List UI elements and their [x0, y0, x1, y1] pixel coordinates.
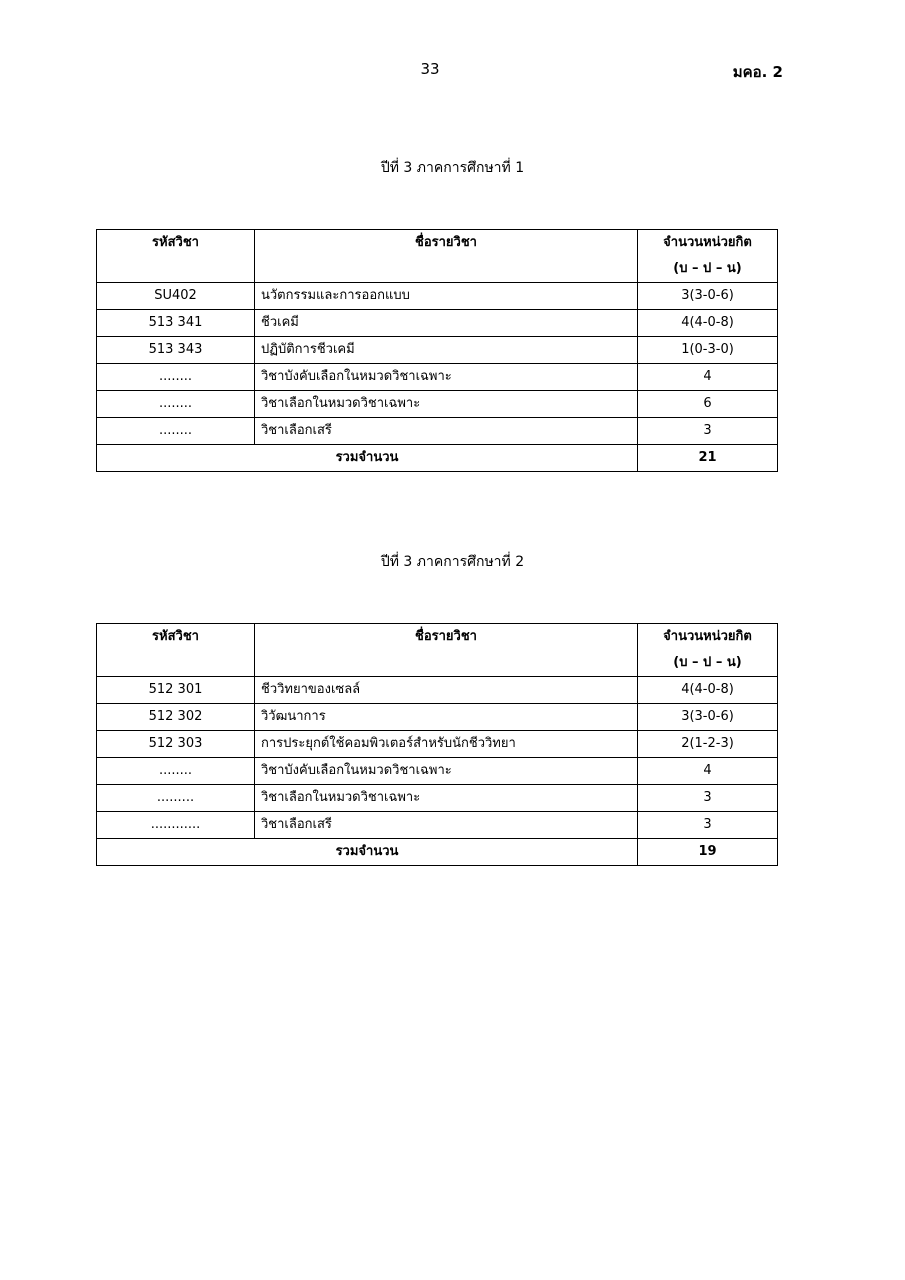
course-credit: 4 [638, 364, 778, 391]
course-credit: 4 [638, 758, 778, 785]
course-credit: 3(3-0-6) [638, 283, 778, 310]
course-code: ............ [97, 812, 255, 839]
column-header-name: ชื่อรายวิชา [255, 624, 638, 677]
section-title-semester-1: ปีที่ 3 ภาคการศึกษาที่ 1 [380, 160, 525, 176]
course-credit: 1(0-3-0) [638, 337, 778, 364]
course-name: วิชาเลือกในหมวดวิชาเฉพาะ [255, 391, 638, 418]
total-row [97, 445, 778, 472]
course-credit: 3 [638, 812, 778, 839]
column-header-credit-format: (บ – ป – น) [673, 655, 742, 670]
course-code: ......... [97, 785, 255, 812]
course-credit: 3 [638, 785, 778, 812]
course-credit: 3(3-0-6) [638, 704, 778, 731]
course-name: วิชาบังคับเลือกในหมวดวิชาเฉพาะ [255, 758, 638, 785]
course-code: 513 341 [97, 310, 255, 337]
course-name: การประยุกต์ใช้คอมพิวเตอร์สำหรับนักชีววิทยา [255, 731, 638, 758]
column-header-credit-format: (บ – ป – น) [673, 261, 742, 276]
course-table-semester-2 [96, 623, 778, 866]
course-credit: 4(4-0-8) [638, 677, 778, 704]
column-header-credit-label: จำนวนหน่วยกิต [663, 629, 752, 644]
course-code: ........ [97, 418, 255, 445]
course-code: 512 303 [97, 731, 255, 758]
table-header-row [97, 230, 778, 283]
table-row [97, 758, 778, 785]
course-name: วิชาเลือกเสรี [255, 812, 638, 839]
table-header-row [97, 624, 778, 677]
course-code: SU402 [97, 283, 255, 310]
column-header-code: รหัสวิชา [97, 624, 255, 677]
course-credit: 2(1-2-3) [638, 731, 778, 758]
total-credit: 21 [638, 445, 778, 472]
page-number: 33 [420, 60, 440, 78]
table-row [97, 283, 778, 310]
course-name: วิชาเลือกในหมวดวิชาเฉพาะ [255, 785, 638, 812]
table-row [97, 364, 778, 391]
column-header-credit [638, 230, 778, 283]
column-header-name: ชื่อรายวิชา [255, 230, 638, 283]
course-name: วิชาเลือกเสรี [255, 418, 638, 445]
course-name: วิชาบังคับเลือกในหมวดวิชาเฉพาะ [255, 364, 638, 391]
document-code: มคอ. 2 [732, 63, 783, 81]
total-label: รวมจำนวน [97, 839, 638, 866]
table-row [97, 785, 778, 812]
table-row [97, 418, 778, 445]
table-row [97, 704, 778, 731]
table-row [97, 310, 778, 337]
course-name: ปฏิบัติการชีวเคมี [255, 337, 638, 364]
course-name: ชีววิทยาของเซลล์ [255, 677, 638, 704]
course-name: ชีวเคมี [255, 310, 638, 337]
table-row [97, 731, 778, 758]
course-table-semester-1 [96, 229, 778, 472]
section-title-semester-2: ปีที่ 3 ภาคการศึกษาที่ 2 [380, 554, 525, 570]
course-code: ........ [97, 758, 255, 785]
column-header-credit-label: จำนวนหน่วยกิต [663, 235, 752, 250]
total-credit: 19 [638, 839, 778, 866]
course-code: 512 302 [97, 704, 255, 731]
course-code: 512 301 [97, 677, 255, 704]
table-row [97, 677, 778, 704]
course-name: วิวัฒนาการ [255, 704, 638, 731]
course-credit: 6 [638, 391, 778, 418]
course-name: นวัตกรรมและการออกแบบ [255, 283, 638, 310]
table-row [97, 812, 778, 839]
course-code: ........ [97, 364, 255, 391]
table-row [97, 391, 778, 418]
course-credit: 3 [638, 418, 778, 445]
column-header-credit [638, 624, 778, 677]
course-credit: 4(4-0-8) [638, 310, 778, 337]
course-code: 513 343 [97, 337, 255, 364]
table-row [97, 337, 778, 364]
total-label: รวมจำนวน [97, 445, 638, 472]
column-header-code: รหัสวิชา [97, 230, 255, 283]
total-row [97, 839, 778, 866]
course-code: ........ [97, 391, 255, 418]
